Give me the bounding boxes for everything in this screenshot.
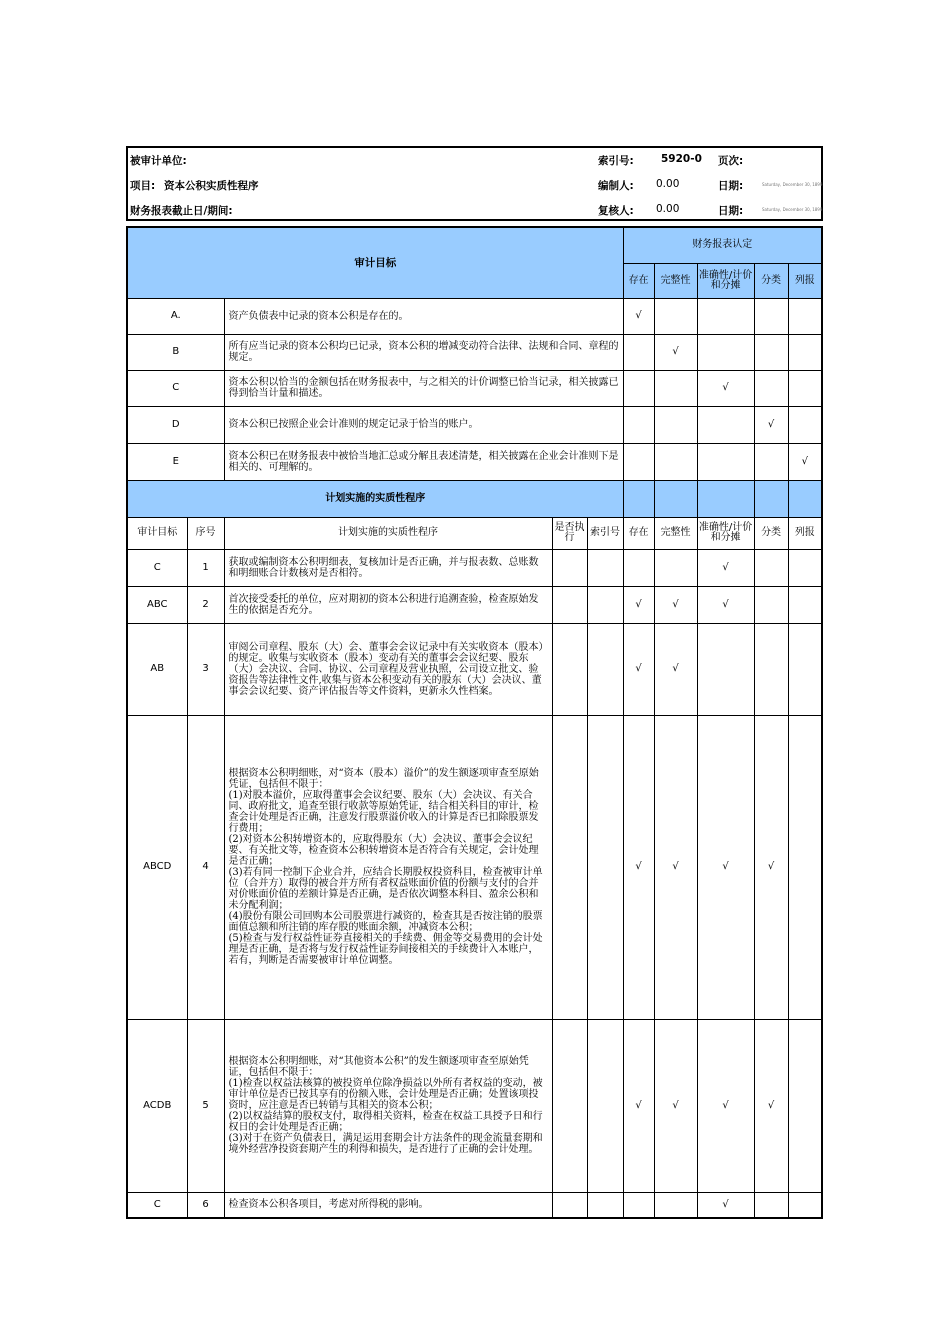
col-ref: 索引号 xyxy=(587,517,623,549)
objective-code: C xyxy=(127,370,224,406)
procedures-title-row xyxy=(127,480,822,517)
check-accuracy: √ xyxy=(697,370,754,406)
procedure-seq: 4 xyxy=(187,715,224,1019)
procedure-seq: 6 xyxy=(187,1192,224,1218)
procedure-seq: 1 xyxy=(187,549,224,586)
assertion-header-existence: 存在 xyxy=(623,263,654,298)
executed-cell[interactable] xyxy=(552,549,587,586)
procedure-row xyxy=(127,586,822,623)
check-classification xyxy=(754,298,788,334)
col-procedure: 计划实施的实质性程序 xyxy=(224,517,552,549)
check-presentation xyxy=(788,334,822,370)
document-header xyxy=(126,146,823,221)
procedure-text: 根据资本公积明细账，对“其他资本公积”的发生额逐项审查至原始凭证，包括但不限于： (1)检查以权益法核算的被投资单位除净损益以外所有者权益的变动，被审计单位是否已按其享有的份额入账，会计处理是否正确；处置该项投资时，应注意是否已转销与其相关的资本公积； (2)以权益结算的股权支付，取得相关资料，检查在权益工具授予日和行权日的会计处理是否正确； (3)对于在资产负债表日，满足运用套期会计方法条件的现金流量套期和境外经营净投资套期产生的利得和损失，是否进行了正确的会计处理。 xyxy=(224,1019,552,1192)
objective-row xyxy=(127,298,822,334)
check-existence: √ xyxy=(623,623,654,715)
procedure-text: 根据资本公积明细账，对“资本（股本）溢价”的发生额逐项审查至原始凭证，包括但不限于： (1)对股本溢价，应取得董事会会议纪要、股东（大）会决议、有关合同、政府批文，追查至银行收款等原始凭证，结合相关科目的审计，检查会计处理是否正确，注意发行股票溢价收入的计算是否已扣除股票发行费用； (2)对资本公积转增资本的，应取得股东（大）会决议、董事会会议纪要、有关批文等，检查资本公积转增资本是否符合有关规定，会计处理是否正确； (3)若有同一控制下企业合并，应结合长期股权投资科目，检查被审计单位（合并方）取得的被合并方所有者权益账面价值的份额与支付的合并对价账面价值的差额计算是否正确，是否依次调整本科目、盈余公积和未分配利润； (4)股份有限公司回购本公司股票进行减资的，检查其是否按注销的股票面值总额和所注销的库存股的账面余额，冲减资本公积； (5)检查与发行权益性证券直接相关的手续费、佣金等交易费用的会计处理是否正确，是否将与发行权益性证券间接相关的手续费计入本账户，若有，判断是否需要被审计单位调整。 xyxy=(224,715,552,1019)
reference-cell[interactable] xyxy=(587,1192,623,1218)
col-accuracy: 准确性/计价和分摊 xyxy=(697,517,754,549)
preparer-value: 0.00 xyxy=(656,178,680,190)
procedure-objective: AB xyxy=(127,623,187,715)
col-objective: 审计目标 xyxy=(127,517,187,549)
audit-program-table xyxy=(126,226,823,1219)
check-accuracy: √ xyxy=(697,715,754,1019)
check-accuracy: √ xyxy=(697,1019,754,1192)
check-existence xyxy=(623,1192,654,1218)
executed-cell[interactable] xyxy=(552,1019,587,1192)
check-completeness xyxy=(654,298,697,334)
executed-cell[interactable] xyxy=(552,1192,587,1218)
check-completeness xyxy=(654,549,697,586)
period-label: 财务报表截止日/期间: xyxy=(130,205,233,217)
blank-cell xyxy=(623,480,654,517)
check-accuracy: √ xyxy=(697,1192,754,1218)
check-accuracy xyxy=(697,443,754,480)
index-no-value: 5920-0 xyxy=(661,153,702,165)
procedure-text: 审阅公司章程、股东（大）会、董事会会议记录中有关实收资本（股本）的规定。收集与实收资本（股本）变动有关的董事会会议纪要、股东（大）会决议、合同、协议、公司章程及营业执照，公司设立批文、验资报告等法律性文件,收集与资本公积变动有关的股东（大）会决议、董事会会议纪要、资产评估报告等文件资料，更新永久性档案。 xyxy=(224,623,552,715)
procedure-row xyxy=(127,715,822,1019)
col-presentation: 列报 xyxy=(788,517,822,549)
check-existence xyxy=(623,443,654,480)
col-existence: 存在 xyxy=(623,517,654,549)
objective-row xyxy=(127,370,822,406)
objective-row xyxy=(127,406,822,443)
check-presentation xyxy=(788,298,822,334)
objective-row xyxy=(127,334,822,370)
objective-code: B xyxy=(127,334,224,370)
procedure-objective: C xyxy=(127,549,187,586)
procedure-seq: 3 xyxy=(187,623,224,715)
procedures-column-header xyxy=(127,517,822,549)
procedure-text: 首次接受委托的单位，应对期初的资本公积进行追溯查验，检查原始发生的依据是否充分。 xyxy=(224,586,552,623)
check-classification xyxy=(754,370,788,406)
check-completeness: √ xyxy=(654,334,697,370)
assertion-header-completeness: 完整性 xyxy=(654,263,697,298)
assertion-header-presentation: 列报 xyxy=(788,263,822,298)
date-label-2: 日期: xyxy=(718,205,744,217)
check-presentation: √ xyxy=(788,443,822,480)
reference-cell[interactable] xyxy=(587,549,623,586)
check-completeness: √ xyxy=(654,623,697,715)
check-existence xyxy=(623,334,654,370)
procedure-objective: ACDB xyxy=(127,1019,187,1192)
check-completeness xyxy=(654,370,697,406)
objective-row xyxy=(127,443,822,480)
reference-cell[interactable] xyxy=(587,623,623,715)
procedure-text: 获取或编制资本公积明细表，复核加计是否正确，并与报表数、总账数和明细账合计数核对是否相符。 xyxy=(224,549,552,586)
preparer-label: 编制人: xyxy=(598,180,634,192)
blank-cell xyxy=(654,480,697,517)
date-value-1: Saturday, December 30, 1899 xyxy=(762,182,823,187)
check-completeness xyxy=(654,406,697,443)
objective-text: 资本公积已按照企业会计准则的规定记录于恰当的账户。 xyxy=(224,406,623,443)
check-presentation xyxy=(788,623,822,715)
blank-cell xyxy=(697,480,754,517)
objective-text: 所有应当记录的资本公积均已记录，资本公积的增减变动符合法律、法规和合同、章程的规定。 xyxy=(224,334,623,370)
check-classification: √ xyxy=(754,406,788,443)
assertion-header-classification: 分类 xyxy=(754,263,788,298)
check-classification xyxy=(754,549,788,586)
check-classification xyxy=(754,623,788,715)
check-completeness xyxy=(654,1192,697,1218)
reference-cell[interactable] xyxy=(587,1019,623,1192)
procedure-objective: ABC xyxy=(127,586,187,623)
check-accuracy xyxy=(697,334,754,370)
check-classification xyxy=(754,1192,788,1218)
date-value-2: Saturday, December 30, 1899 xyxy=(762,207,823,212)
procedures-title: 计划实施的实质性程序 xyxy=(127,480,623,517)
project-label: 项目: xyxy=(130,180,156,192)
procedure-seq: 5 xyxy=(187,1019,224,1192)
check-accuracy xyxy=(697,623,754,715)
audit-objectives-title: 审计目标 xyxy=(127,227,623,298)
blank-cell xyxy=(754,480,788,517)
procedure-row xyxy=(127,623,822,715)
date-label-1: 日期: xyxy=(718,180,744,192)
reviewer-label: 复核人: xyxy=(598,205,634,217)
check-classification xyxy=(754,443,788,480)
executed-cell[interactable] xyxy=(552,623,587,715)
check-presentation xyxy=(788,1019,822,1192)
col-executed: 是否执行 xyxy=(552,517,587,549)
check-existence xyxy=(623,406,654,443)
assertion-header-accuracy: 准确性/计价和分摊 xyxy=(697,263,754,298)
page-label: 页次: xyxy=(718,155,744,167)
check-accuracy: √ xyxy=(697,549,754,586)
check-existence: √ xyxy=(623,1019,654,1192)
reviewer-value: 0.00 xyxy=(656,203,680,215)
reference-cell[interactable] xyxy=(587,715,623,1019)
col-seq: 序号 xyxy=(187,517,224,549)
check-classification: √ xyxy=(754,1019,788,1192)
objective-text: 资本公积已在财务报表中被恰当地汇总或分解且表述清楚，相关披露在企业会计准则下是相关的、可理解的。 xyxy=(224,443,623,480)
objective-code: E xyxy=(127,443,224,480)
check-presentation xyxy=(788,586,822,623)
check-presentation xyxy=(788,406,822,443)
project-value: 资本公积实质性程序 xyxy=(164,180,259,192)
check-existence: √ xyxy=(623,586,654,623)
assertions-group-header: 财务报表认定 xyxy=(623,227,822,263)
objective-text: 资本公积以恰当的金额包括在财务报表中，与之相关的计价调整已恰当记录，相关披露已得到恰当计量和描述。 xyxy=(224,370,623,406)
check-accuracy: √ xyxy=(697,586,754,623)
index-no-label: 索引号: xyxy=(598,155,634,167)
objective-code: A. xyxy=(127,298,224,334)
procedure-objective: ABCD xyxy=(127,715,187,1019)
procedure-row xyxy=(127,549,822,586)
audited-unit-label: 被审计单位: xyxy=(130,155,187,167)
procedure-objective: C xyxy=(127,1192,187,1218)
blank-cell xyxy=(788,480,822,517)
check-presentation xyxy=(788,370,822,406)
procedure-row xyxy=(127,1192,822,1218)
check-existence xyxy=(623,549,654,586)
procedure-row xyxy=(127,1019,822,1192)
check-existence xyxy=(623,370,654,406)
check-accuracy xyxy=(697,298,754,334)
executed-cell[interactable] xyxy=(552,586,587,623)
check-completeness: √ xyxy=(654,586,697,623)
check-presentation xyxy=(788,549,822,586)
check-existence: √ xyxy=(623,715,654,1019)
objective-code: D xyxy=(127,406,224,443)
objective-text: 资产负债表中记录的资本公积是存在的。 xyxy=(224,298,623,334)
check-presentation xyxy=(788,715,822,1019)
check-existence: √ xyxy=(623,298,654,334)
check-classification xyxy=(754,334,788,370)
procedure-seq: 2 xyxy=(187,586,224,623)
check-classification xyxy=(754,586,788,623)
check-accuracy xyxy=(697,406,754,443)
col-classification: 分类 xyxy=(754,517,788,549)
check-completeness: √ xyxy=(654,1019,697,1192)
col-completeness: 完整性 xyxy=(654,517,697,549)
executed-cell[interactable] xyxy=(552,715,587,1019)
check-completeness: √ xyxy=(654,715,697,1019)
procedure-text: 检查资本公积各项目，考虑对所得税的影响。 xyxy=(224,1192,552,1218)
check-completeness xyxy=(654,443,697,480)
check-classification: √ xyxy=(754,715,788,1019)
check-presentation xyxy=(788,1192,822,1218)
reference-cell[interactable] xyxy=(587,586,623,623)
